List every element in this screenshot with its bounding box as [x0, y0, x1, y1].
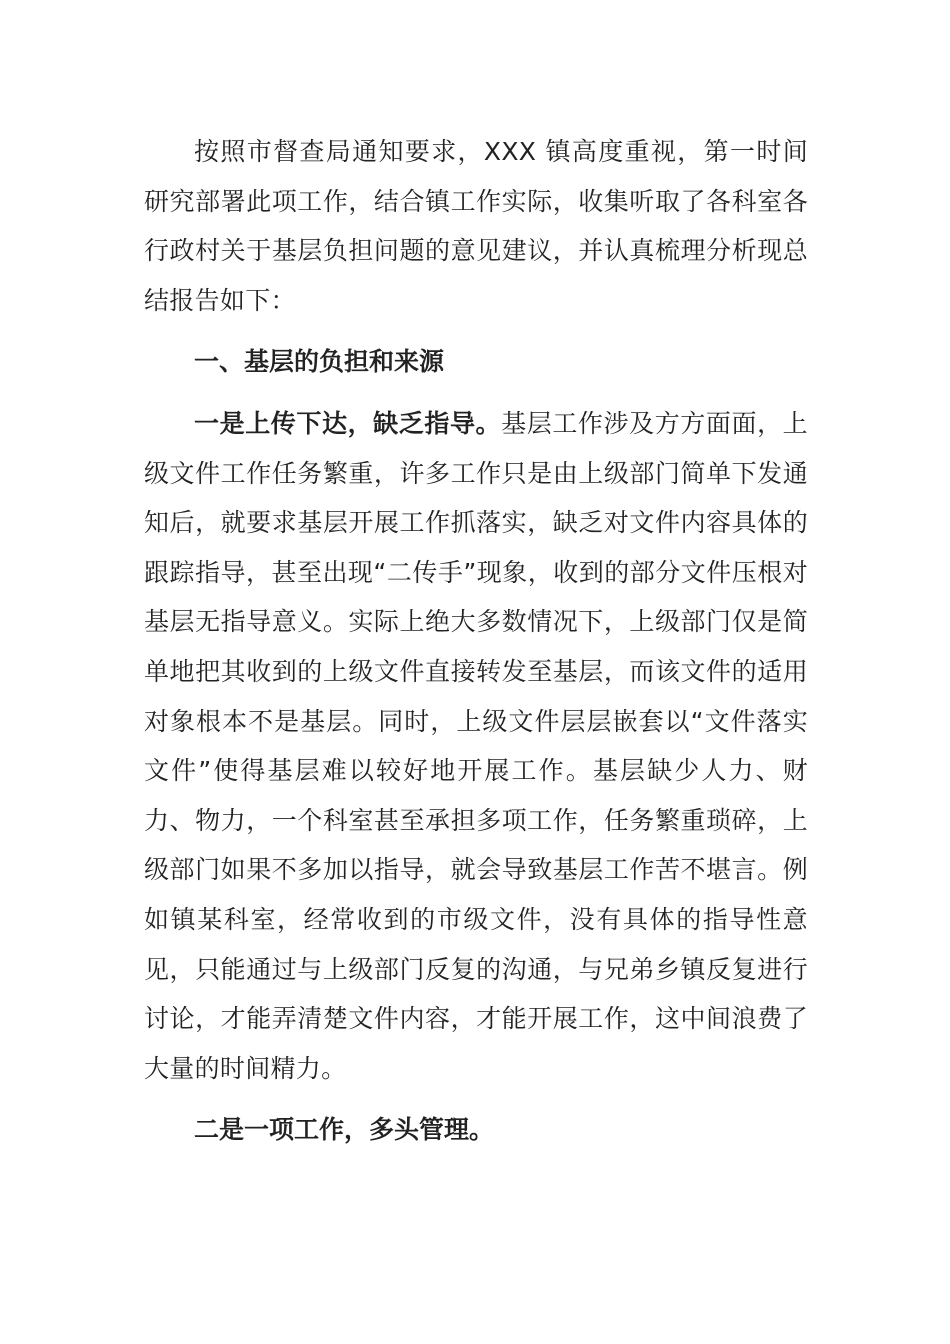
- point-one-paragraph: [144, 399, 808, 1093]
- point-one-body: 基层工作涉及方方面面，上级文件工作任务繁重，许多工作只是由上级部门简单下发通知后，就要求基层开展工作抓落实，缺乏对文件内容具体的跟踪指导，甚至出现“二传手”现象，收到的部分文件压根对基层无指导意义。实际上绝大多数情况下，上级部门仅是简单地把其收到的上级文件直接转发至基层，而该文件的适用对象根本不是基层。同时，上级文件层层嵌套以“文件落实文件”使得基层难以较好地开展工作。基层缺少人力、财力、物力，一个科室甚至承担多项工作，任务繁重琐碎，上级部门如果不多加以指导，就会导致基层工作苦不堪言。例如镇某科室，经常收到的市级文件，没有具体的指导性意见，只能通过与上级部门反复的沟通，与兄弟乡镇反复进行讨论，才能弄清楚文件内容，才能开展工作，这中间浪费了大量的时间精力。: [144, 408, 808, 1083]
- point-two-heading: 二是一项工作，多头管理。: [194, 1115, 495, 1145]
- point-one-lead: 一是上传下达，缺乏指导。: [194, 408, 502, 438]
- section-heading: 一、基层的负担和来源: [194, 347, 445, 377]
- intro-paragraph: 按照市督查局通知要求，XXX 镇高度重视，第一时间研究部署此项工作，结合镇工作实际，收集听取了各科室各行政村关于基层负担问题的意见建议，并认真梳理分析现总结报告如下：: [144, 137, 808, 315]
- document-body: [144, 127, 808, 1167]
